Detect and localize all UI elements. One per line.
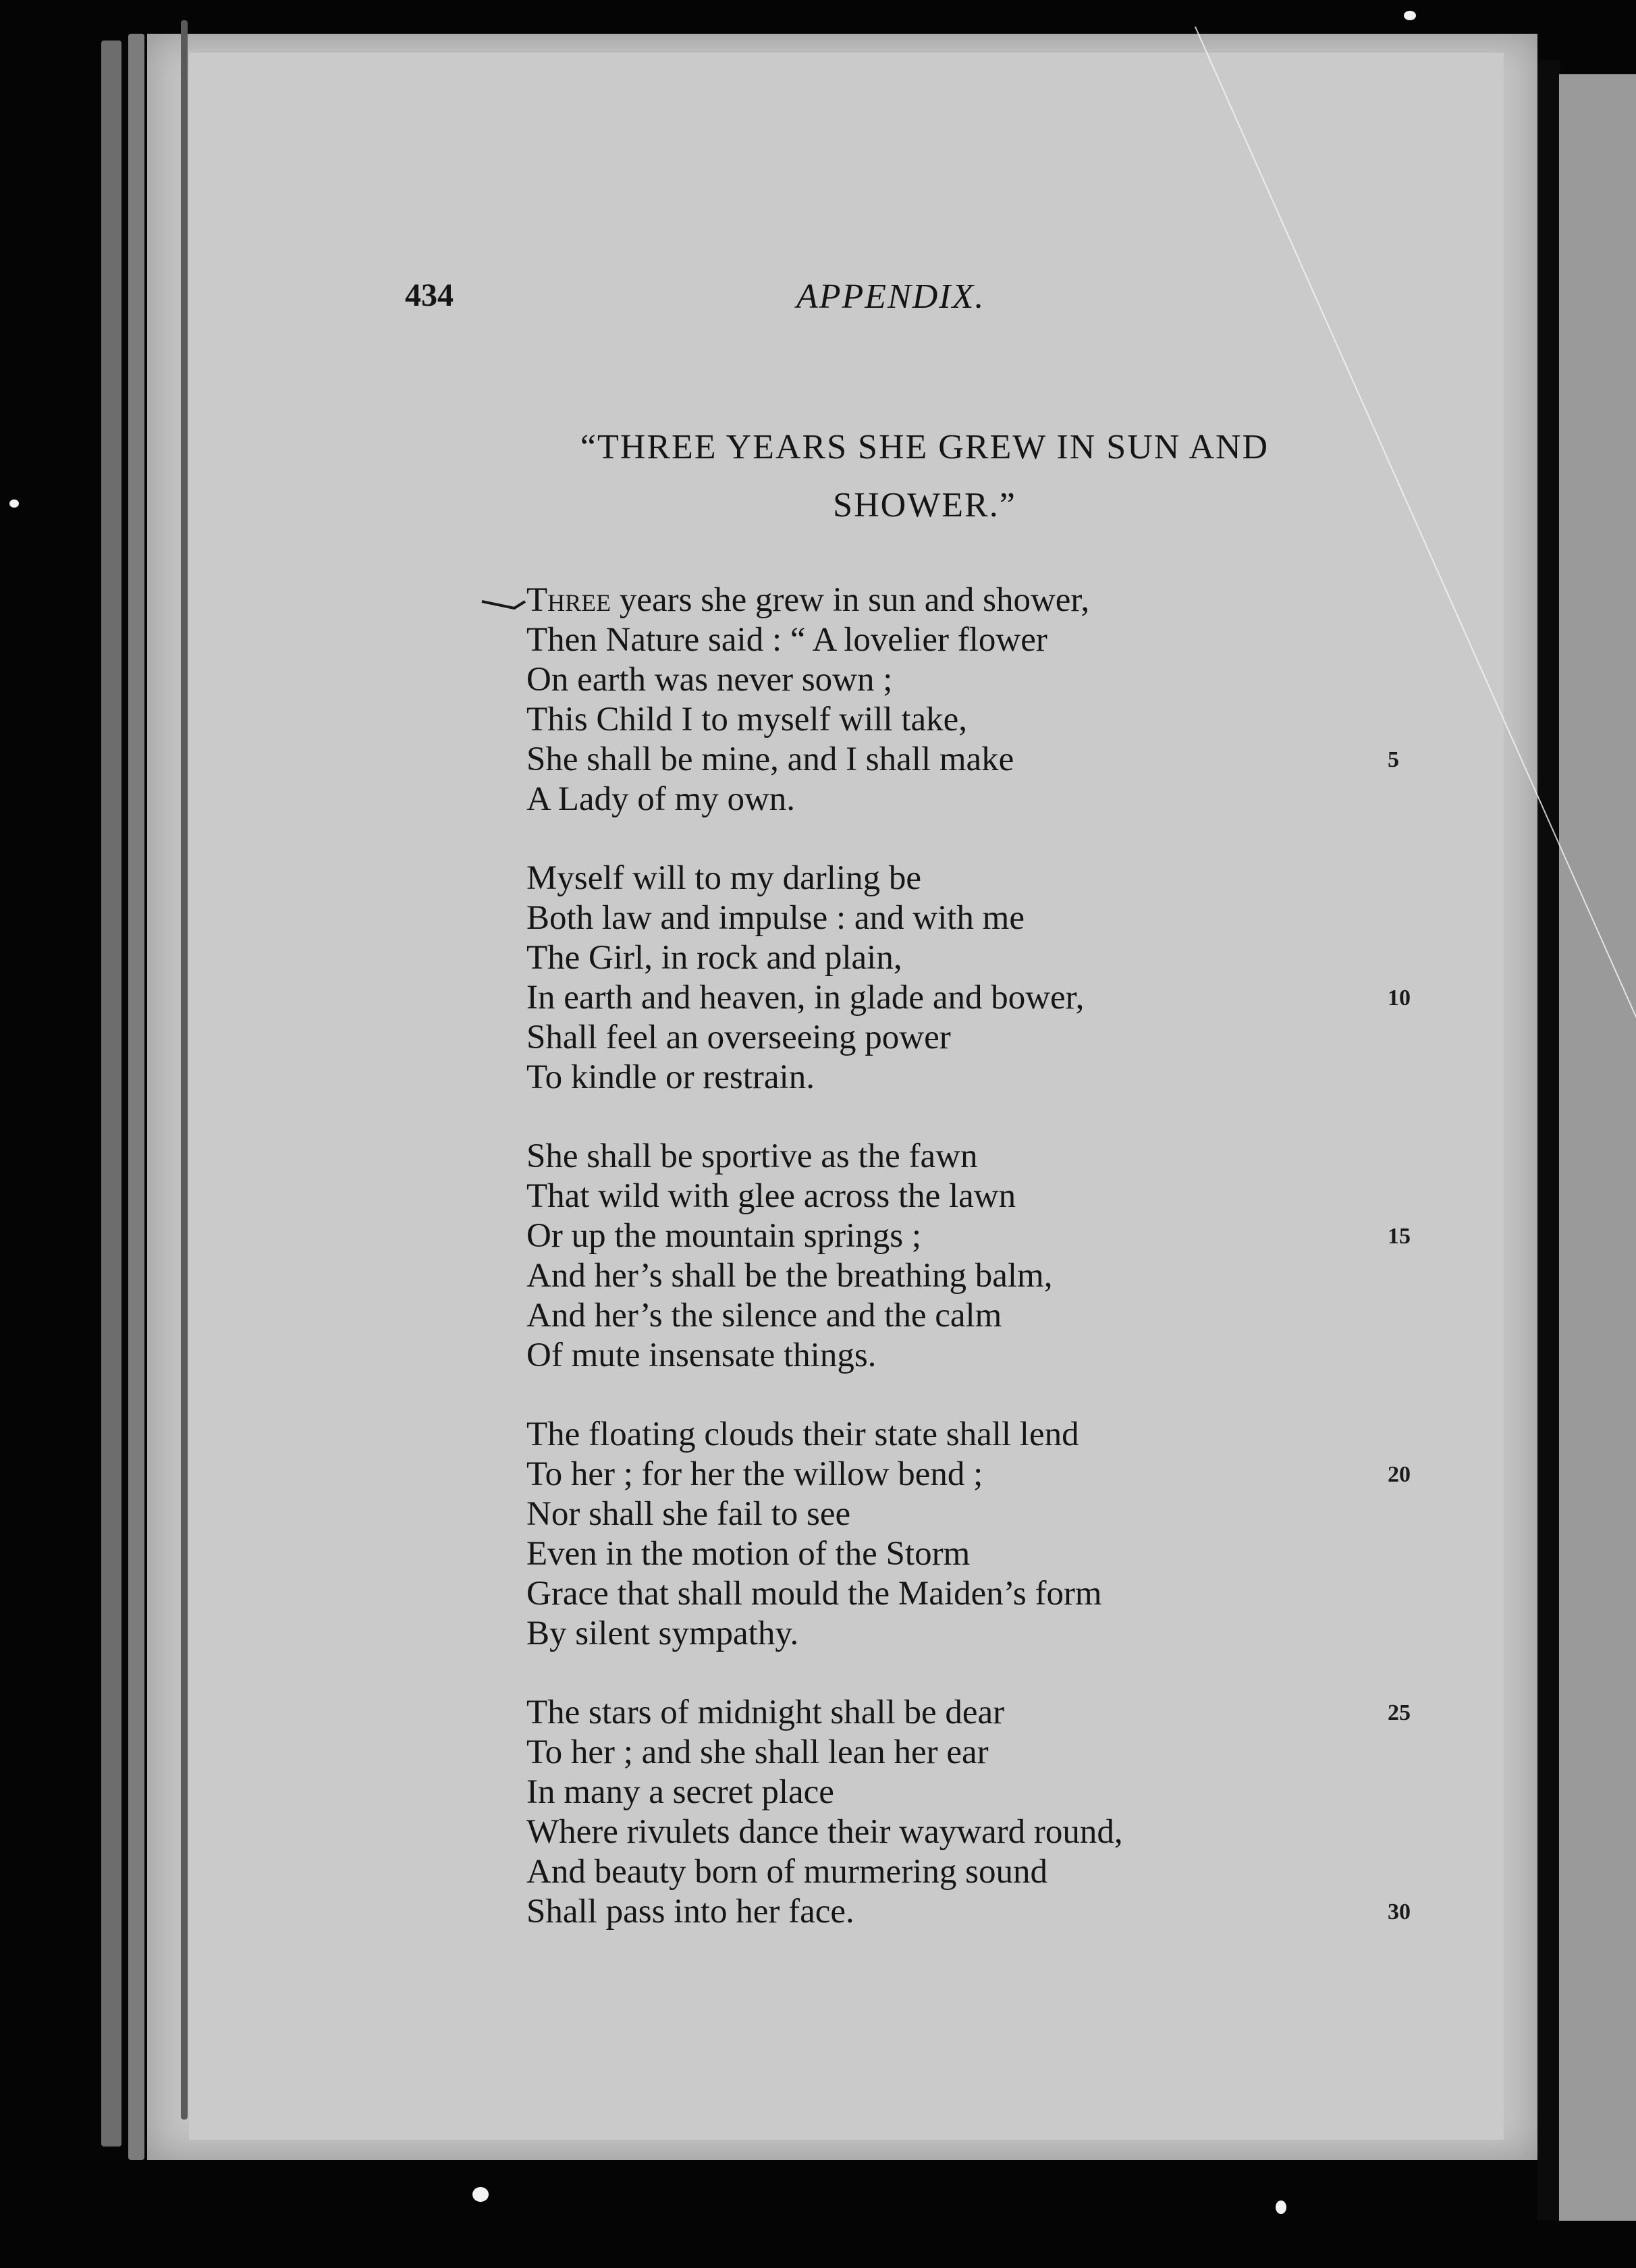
line-number: 20 [1388, 1462, 1411, 1487]
poem-title-line: “THREE YEARS SHE GREW IN SUN AND [580, 428, 1270, 466]
line-number: 30 [1388, 1899, 1411, 1924]
poem-line [526, 938, 1451, 978]
poem-line [526, 1614, 1451, 1654]
stanza [526, 1415, 1451, 1654]
poem-line [526, 1177, 1451, 1216]
poem-line [526, 1455, 1451, 1494]
line-text: Of mute insensate things. [526, 1336, 877, 1374]
poem-line [526, 1415, 1451, 1455]
page-edge [101, 40, 121, 2146]
poem-line [526, 978, 1451, 1018]
poem-line [526, 580, 1451, 620]
poem-line [526, 740, 1451, 780]
page-edge [128, 34, 144, 2160]
line-text: Grace that shall mould the Maiden’s form [526, 1575, 1102, 1613]
line-text: Shall pass into her face. [526, 1893, 854, 1931]
poem-line [526, 1494, 1451, 1534]
poem-line [526, 1773, 1451, 1812]
poem-line [526, 1892, 1451, 1932]
line-number: 5 [1388, 747, 1399, 772]
line-text: Both law and impulse : and with me [526, 899, 1025, 937]
film-speck [1404, 11, 1416, 20]
poem-line [526, 620, 1451, 660]
line-text: The floating clouds their state shall lend [526, 1415, 1079, 1453]
poem-line [526, 1852, 1451, 1892]
poem-line [526, 1137, 1451, 1177]
poem-line [526, 1336, 1451, 1376]
line-text: And her’s the silence and the calm [526, 1297, 1002, 1334]
poem-line [526, 660, 1451, 700]
line-text: Where rivulets dance their wayward round, [526, 1813, 1123, 1851]
paragraph-mark-icon [481, 597, 528, 614]
line-text: In many a secret place [526, 1773, 834, 1811]
poem-line [526, 1574, 1451, 1614]
line-text: She shall be sportive as the fawn [526, 1137, 978, 1175]
running-head: APPENDIX. [796, 277, 985, 316]
page-header [405, 277, 1471, 317]
line-text: She shall be mine, and I shall make [526, 740, 1014, 778]
poem-line [526, 859, 1451, 898]
poem-title [466, 418, 1384, 535]
poem-line [526, 1693, 1451, 1733]
line-text: To kindle or restrain. [526, 1058, 815, 1096]
line-text: Nor shall she fail to see [526, 1495, 851, 1533]
line-text: The Girl, in rock and plain, [526, 939, 902, 977]
line-number: 10 [1388, 986, 1411, 1010]
line-text: A Lady of my own. [526, 780, 796, 818]
poem-body [526, 580, 1451, 1971]
page-edge [181, 20, 188, 2120]
line-text: By silent sympathy. [526, 1615, 799, 1652]
stanza [526, 1137, 1451, 1376]
stanza [526, 859, 1451, 1098]
line-text: And beauty born of murmering sound [526, 1853, 1047, 1891]
line-text: On earth was never sown ; [526, 661, 893, 699]
line-text: In earth and heaven, in glade and bower, [526, 979, 1085, 1017]
poem-line [526, 780, 1451, 819]
poem-line [526, 700, 1451, 740]
line-text: This Child I to myself will take, [526, 701, 968, 738]
line-text: Then Nature said : “ A lovelier flower [526, 621, 1047, 659]
film-speck [9, 500, 19, 508]
line-text: Shall feel an overseeing power [526, 1019, 951, 1056]
film-speck [472, 2187, 489, 2202]
poem-line [526, 1256, 1451, 1296]
poem-line [526, 1733, 1451, 1773]
line-text: Myself will to my darling be [526, 859, 922, 897]
poem-line [526, 1296, 1451, 1336]
poem-title-line: SHOWER.” [833, 486, 1016, 524]
facing-page [1559, 74, 1636, 2221]
line-text: years she grew in sun and shower, [611, 581, 1090, 619]
line-text: The stars of midnight shall be dear [526, 1694, 1005, 1731]
poem-line [526, 1812, 1451, 1852]
line-number: 25 [1388, 1700, 1411, 1725]
poem-line [526, 1058, 1451, 1098]
poem-line [526, 1534, 1451, 1574]
stanza [526, 580, 1451, 819]
page-number: 434 [405, 277, 454, 313]
line-number: 15 [1388, 1224, 1411, 1249]
line-text: And her’s shall be the breathing balm, [526, 1257, 1053, 1295]
initial-word: Three [526, 581, 611, 619]
line-text: To her ; for her the willow bend ; [526, 1455, 983, 1493]
poem-line [526, 1216, 1451, 1256]
poem-line [526, 1018, 1451, 1058]
stanza [526, 1693, 1451, 1932]
line-text: To her ; and she shall lean her ear [526, 1733, 989, 1771]
line-text: Even in the motion of the Storm [526, 1535, 971, 1573]
poem-line [526, 898, 1451, 938]
line-text: That wild with glee across the lawn [526, 1177, 1016, 1215]
line-text: Or up the mountain springs ; [526, 1217, 922, 1255]
gutter [1537, 61, 1560, 2221]
film-speck [1276, 2200, 1286, 2214]
